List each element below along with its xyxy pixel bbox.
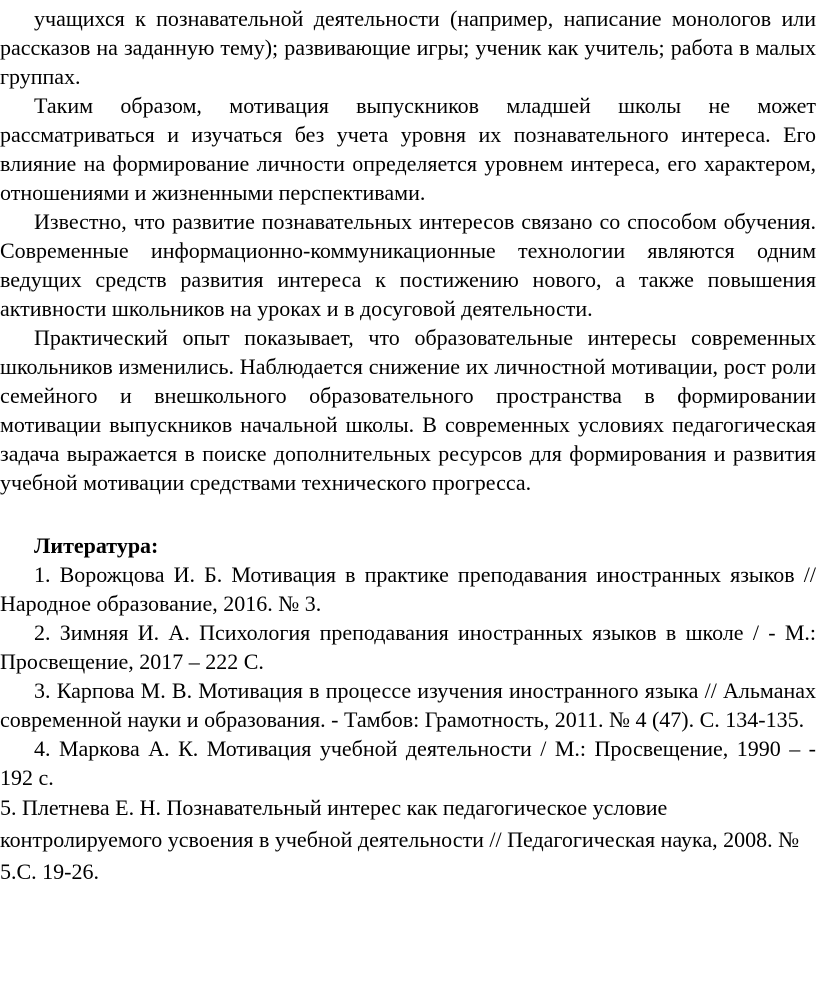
paragraph-3: Известно, что развитие познавательных интересов связано со способом обучения. Современные информационно-коммуникационные технологии являются одним ведущих средств развития интереса к постижению нового, а также повышения активности школьников на уроках и в досуговой деятельности. [0, 209, 816, 321]
reference-item-last: 5. Плетнева Е. Н. Познавательный интерес как педагогическое условие контролируемого усвоения в учебной деятельности // Педагогическая наука, 2008. № 5.С. 19-26. [0, 795, 800, 884]
paragraph-4: Практический опыт показывает, что образовательные интересы современных школьников изменились. Наблюдается снижение их личностной мотивации, рост роли семейного и внешкольного образовательного пространства в формировании мотивации выпускников начальной школы. В современных условиях педагогическая задача выражается в поиске дополнительных ресурсов для формирования и развития учебной мотивации средствами технического прогресса. [0, 325, 816, 495]
literature-heading: Литература: [34, 533, 159, 558]
reference-item: 3. Карпова М. В. Мотивация в процессе изучения иностранного языка // Альманах современной науки и образования. - Тамбов: Грамотность, 2011. № 4 (47). С. 134-135. [0, 678, 816, 732]
reference-item: 4. Маркова А. К. Мотивация учебной деятельности / М.: Просвещение, 1990 – - 192 с. [0, 736, 816, 790]
paragraph-2: Таким образом, мотивация выпускников младшей школы не может рассматриваться и изучаться без учета уровня их познавательного интереса. Его влияние на формирование личности определяется уровнем интереса, его характером, отношениями и жизненными перспективами. [0, 93, 816, 205]
section-spacer [0, 497, 816, 531]
reference-item: 1. Ворожцова И. Б. Мотивация в практике преподавания иностранных языков // Народное образование, 2016. № 3. [0, 562, 816, 616]
reference-item: 2. Зимняя И. А. Психология преподавания иностранных языков в школе / - М.: Просвещение, 2017 – 222 С. [0, 620, 816, 674]
paragraph-1: учащихся к познавательной деятельности (например, написание монологов или рассказов на заданную тему); развивающие игры; ученик как учитель; работа в малых группах. [0, 6, 816, 89]
